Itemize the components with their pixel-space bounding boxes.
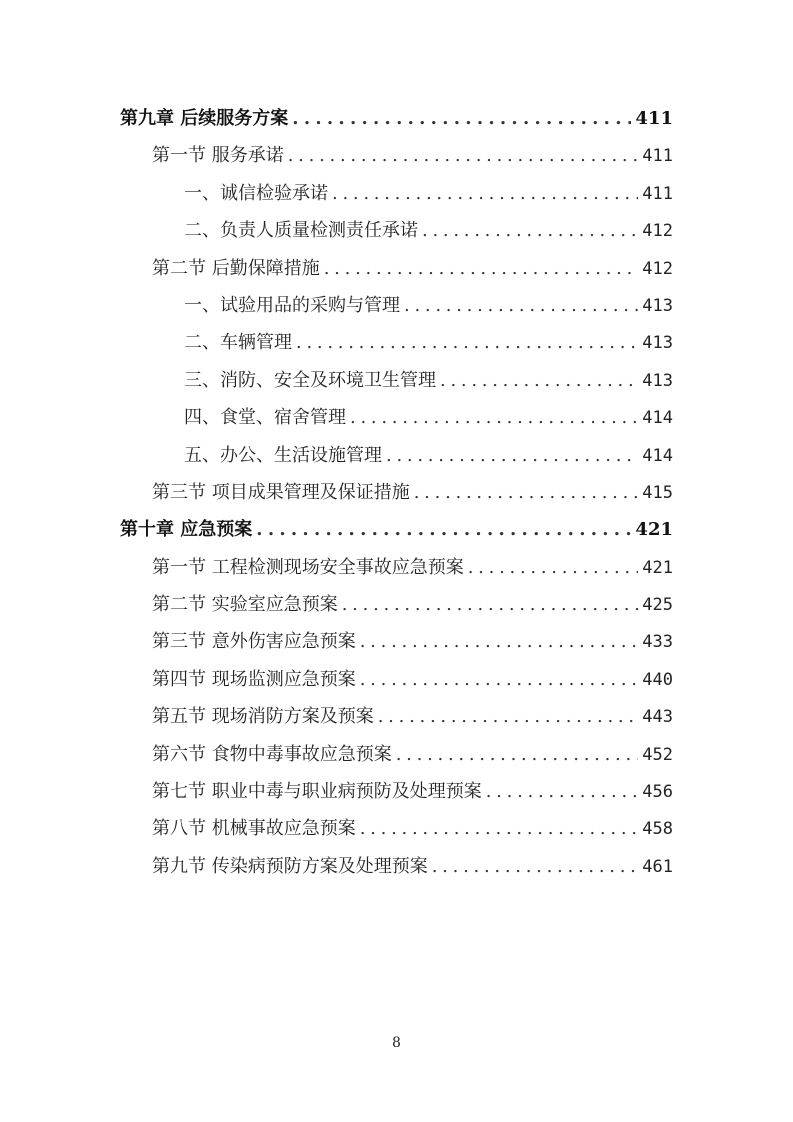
dot-leader — [422, 216, 638, 246]
toc-section-entry[interactable] — [120, 141, 673, 178]
toc-entry-page: 411 — [635, 108, 673, 129]
toc-chapter-entry[interactable] — [120, 515, 673, 552]
toc-entry-page: 413 — [642, 295, 673, 316]
toc-subsection-entry[interactable] — [120, 291, 673, 328]
table-of-contents — [120, 104, 673, 889]
toc-section-entry[interactable] — [120, 852, 673, 889]
toc-entry-title: 第九章 后续服务方案 — [120, 108, 289, 129]
toc-entry-title: 第三节 项目成果管理及保证措施 — [152, 481, 410, 503]
toc-entry-title: 一、诚信检验承诺 — [184, 182, 328, 204]
toc-entry-title: 三、消防、安全及环境卫生管理 — [184, 369, 436, 391]
toc-entry-title: 四、食堂、宿舍管理 — [184, 407, 346, 429]
dot-leader — [360, 627, 639, 657]
toc-subsection-entry[interactable] — [120, 216, 673, 253]
toc-entry-title: 第二节 后勤保障措施 — [152, 257, 320, 279]
toc-entry-page: 412 — [642, 221, 673, 242]
toc-entry-title: 第二节 实验室应急预案 — [152, 594, 338, 616]
dot-leader — [432, 852, 639, 882]
toc-entry-page: 411 — [642, 146, 673, 167]
toc-chapter-entry[interactable] — [120, 104, 673, 141]
dot-leader — [296, 328, 638, 358]
toc-section-entry[interactable] — [120, 627, 673, 664]
toc-entry-page: 414 — [642, 445, 673, 466]
toc-entry-title: 第一节 工程检测现场安全事故应急预案 — [152, 556, 464, 578]
toc-entry-page: 443 — [642, 707, 673, 728]
toc-entry-page: 421 — [635, 519, 673, 541]
toc-entry-page: 456 — [642, 782, 673, 803]
toc-entry-title: 一、试验用品的采购与管理 — [184, 294, 400, 316]
dot-leader — [360, 814, 639, 844]
dot-leader — [256, 515, 631, 545]
toc-subsection-entry[interactable] — [120, 328, 673, 365]
toc-entry-title: 第八节 机械事故应急预案 — [152, 818, 356, 840]
toc-entry-page: 458 — [642, 819, 673, 840]
toc-section-entry[interactable] — [120, 478, 673, 515]
toc-section-entry[interactable] — [120, 553, 673, 590]
dot-leader — [486, 777, 639, 807]
toc-entry-title: 第六节 食物中毒事故应急预案 — [152, 743, 392, 765]
toc-entry-title: 第十章 应急预案 — [120, 519, 253, 541]
toc-entry-page: 433 — [642, 632, 673, 653]
toc-entry-title: 第五节 现场消防方案及预案 — [152, 706, 374, 728]
toc-subsection-entry[interactable] — [120, 366, 673, 403]
page-number: 8 — [392, 1035, 401, 1051]
toc-entry-title: 二、负责人质量检测责任承诺 — [184, 220, 418, 242]
dot-leader — [324, 254, 639, 284]
toc-entry-page: 412 — [642, 258, 673, 279]
toc-entry-page: 425 — [642, 595, 673, 616]
dot-leader — [342, 590, 639, 620]
dot-leader — [386, 441, 638, 471]
toc-section-entry[interactable] — [120, 665, 673, 702]
toc-section-entry[interactable] — [120, 254, 673, 291]
dot-leader — [292, 104, 631, 134]
toc-section-entry[interactable] — [120, 590, 673, 627]
dot-leader — [350, 403, 638, 433]
toc-entry-page: 413 — [642, 333, 673, 354]
toc-section-entry[interactable] — [120, 777, 673, 814]
toc-entry-title: 第一节 服务承诺 — [152, 145, 284, 167]
toc-entry-title: 第三节 意外伤害应急预案 — [152, 631, 356, 653]
dot-leader — [468, 553, 639, 583]
dot-leader — [414, 478, 639, 508]
toc-entry-page: 421 — [642, 557, 673, 578]
toc-subsection-entry[interactable] — [120, 441, 673, 478]
dot-leader — [360, 665, 639, 695]
dot-leader — [332, 179, 638, 209]
toc-entry-title: 五、办公、生活设施管理 — [184, 444, 382, 466]
toc-entry-page: 452 — [642, 744, 673, 765]
toc-entry-page: 440 — [642, 669, 673, 690]
dot-leader — [404, 291, 638, 321]
toc-entry-page: 411 — [642, 183, 673, 204]
dot-leader — [440, 366, 638, 396]
toc-section-entry[interactable] — [120, 740, 673, 777]
toc-entry-page: 413 — [642, 370, 673, 391]
dot-leader — [396, 740, 639, 770]
toc-section-entry[interactable] — [120, 814, 673, 851]
toc-entry-title: 第九节 传染病预防方案及处理预案 — [152, 855, 428, 877]
toc-section-entry[interactable] — [120, 702, 673, 739]
toc-subsection-entry[interactable] — [120, 403, 673, 440]
toc-entry-title: 二、车辆管理 — [184, 332, 292, 354]
toc-subsection-entry[interactable] — [120, 179, 673, 216]
toc-entry-page: 414 — [642, 408, 673, 429]
toc-entry-title: 第四节 现场监测应急预案 — [152, 668, 356, 690]
dot-leader — [288, 141, 639, 171]
dot-leader — [378, 702, 639, 732]
toc-entry-page: 461 — [642, 856, 673, 877]
toc-entry-page: 415 — [642, 482, 673, 503]
toc-entry-title: 第七节 职业中毒与职业病预防及处理预案 — [152, 781, 482, 803]
